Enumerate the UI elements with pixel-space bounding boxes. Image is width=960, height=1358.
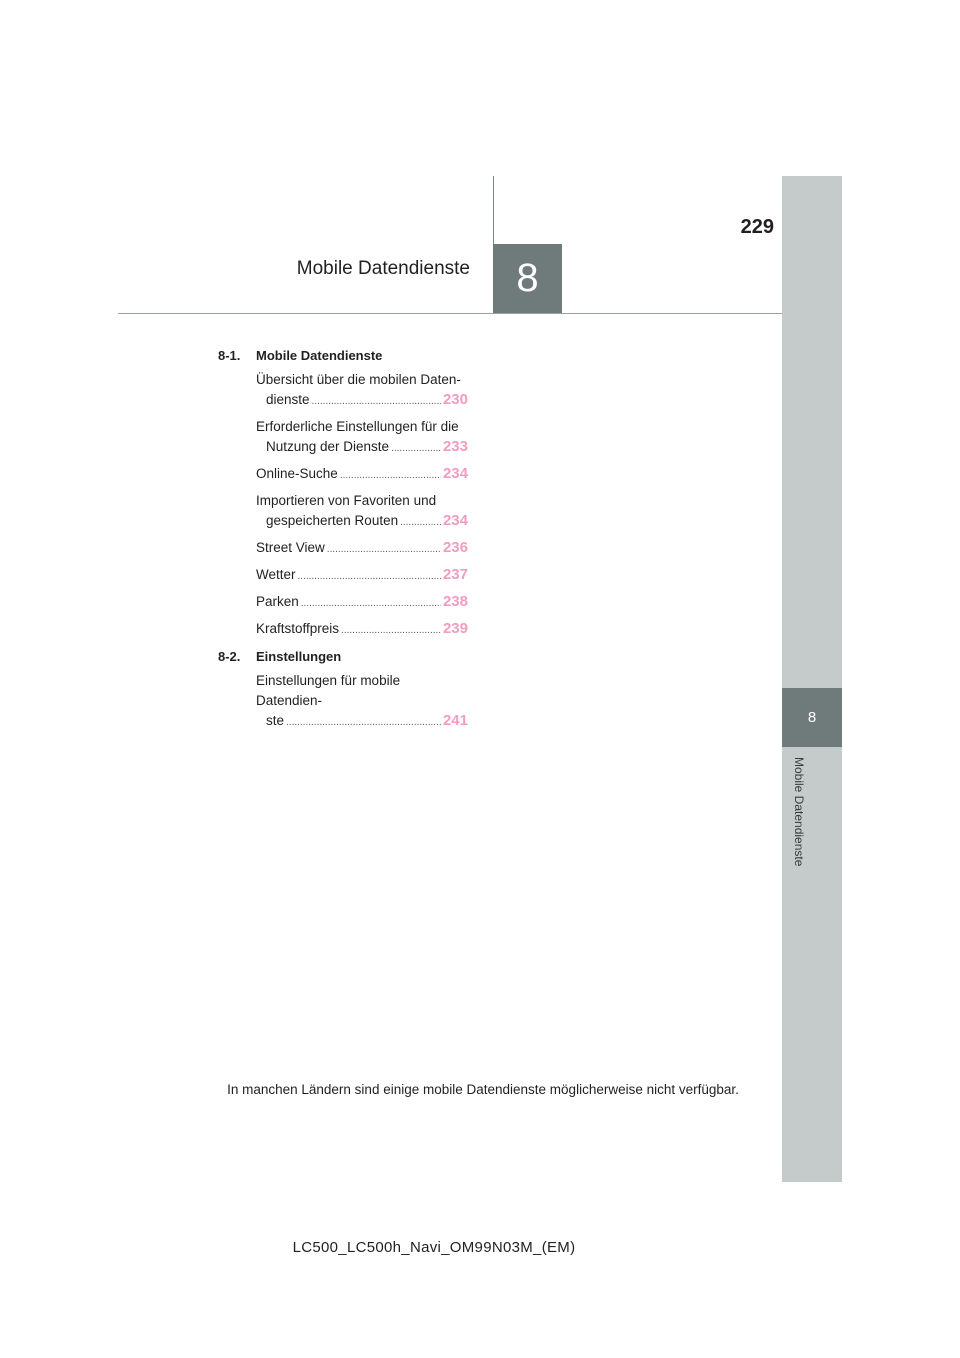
page-number: 229 — [740, 216, 774, 238]
entry-title: Importieren von Favoriten und — [256, 493, 437, 508]
entry-title: Kraftstoffpreis — [256, 621, 340, 636]
page-link[interactable]: 237 — [442, 566, 468, 583]
toc-entry[interactable] — [256, 538, 468, 560]
leader-dots — [341, 621, 441, 641]
entry-title: Einstellungen für mobile Datendien- — [256, 673, 401, 708]
entry-title-cont: dienste — [266, 392, 310, 407]
leader-dots — [301, 594, 441, 614]
toc-entry[interactable] — [256, 491, 468, 533]
entry-title-cont: gespeicherten Routen — [266, 513, 399, 528]
side-tab-label: Mobile Datendienste — [792, 757, 806, 867]
leader-dots — [391, 439, 441, 459]
toc-entry[interactable] — [256, 565, 468, 587]
page-link[interactable]: 239 — [442, 620, 468, 637]
header-divider — [493, 176, 494, 244]
entry-title: Online-Suche — [256, 466, 338, 481]
entry-title-cont: Nutzung der Dienste — [266, 439, 390, 454]
toc-section — [218, 345, 468, 365]
section-number: 8-1. — [218, 347, 241, 363]
section-title: Mobile Datendienste — [256, 347, 383, 363]
section-title: Einstellungen — [256, 648, 342, 664]
entry-title: Übersicht über die mobilen Daten- — [256, 372, 461, 387]
entry-title-cont: ste — [266, 713, 285, 728]
footnote-text: In manchen Ländern sind einige mobile Datendienste möglicherweise nicht verfügbar. — [227, 1082, 739, 1097]
page-link[interactable]: 241 — [442, 712, 468, 729]
table-of-contents — [218, 345, 468, 733]
section-number: 8-2. — [218, 648, 241, 664]
header-rule — [118, 313, 782, 314]
toc-entry[interactable] — [256, 592, 468, 614]
leader-dots — [327, 540, 441, 560]
toc-entry[interactable] — [256, 671, 468, 733]
entry-title: Street View — [256, 540, 325, 555]
toc-entry[interactable] — [256, 619, 468, 641]
page-link[interactable]: 236 — [442, 539, 468, 556]
page-link[interactable]: 233 — [442, 438, 468, 455]
leader-dots — [340, 466, 441, 486]
entry-title: Erforderliche Einstellungen für die — [256, 419, 459, 434]
toc-entry[interactable] — [256, 464, 468, 486]
page-link[interactable]: 238 — [442, 593, 468, 610]
page-link[interactable]: 234 — [442, 465, 468, 482]
toc-entry[interactable] — [256, 417, 468, 459]
entry-title: Parken — [256, 594, 299, 609]
side-tab-number-box[interactable] — [782, 688, 842, 747]
side-tab-number: 8 — [807, 709, 817, 726]
leader-dots — [286, 713, 441, 733]
leader-dots — [400, 513, 441, 533]
chapter-title: Mobile Datendienste — [296, 258, 470, 279]
document-id — [0, 1239, 960, 1256]
document-id-text: LC500_LC500h_Navi_OM99N03M_(EM) — [292, 1239, 576, 1256]
leader-dots — [312, 392, 441, 412]
chapter-number-box — [493, 244, 562, 313]
footnote — [0, 1082, 960, 1097]
leader-dots — [298, 567, 441, 587]
page-link[interactable]: 230 — [442, 391, 468, 408]
chapter-number: 8 — [516, 256, 539, 300]
side-tab[interactable] — [782, 176, 842, 1182]
toc-section — [218, 646, 468, 666]
entry-title: Wetter — [256, 567, 296, 582]
page-link[interactable]: 234 — [442, 512, 468, 529]
toc-entry[interactable] — [256, 370, 468, 412]
